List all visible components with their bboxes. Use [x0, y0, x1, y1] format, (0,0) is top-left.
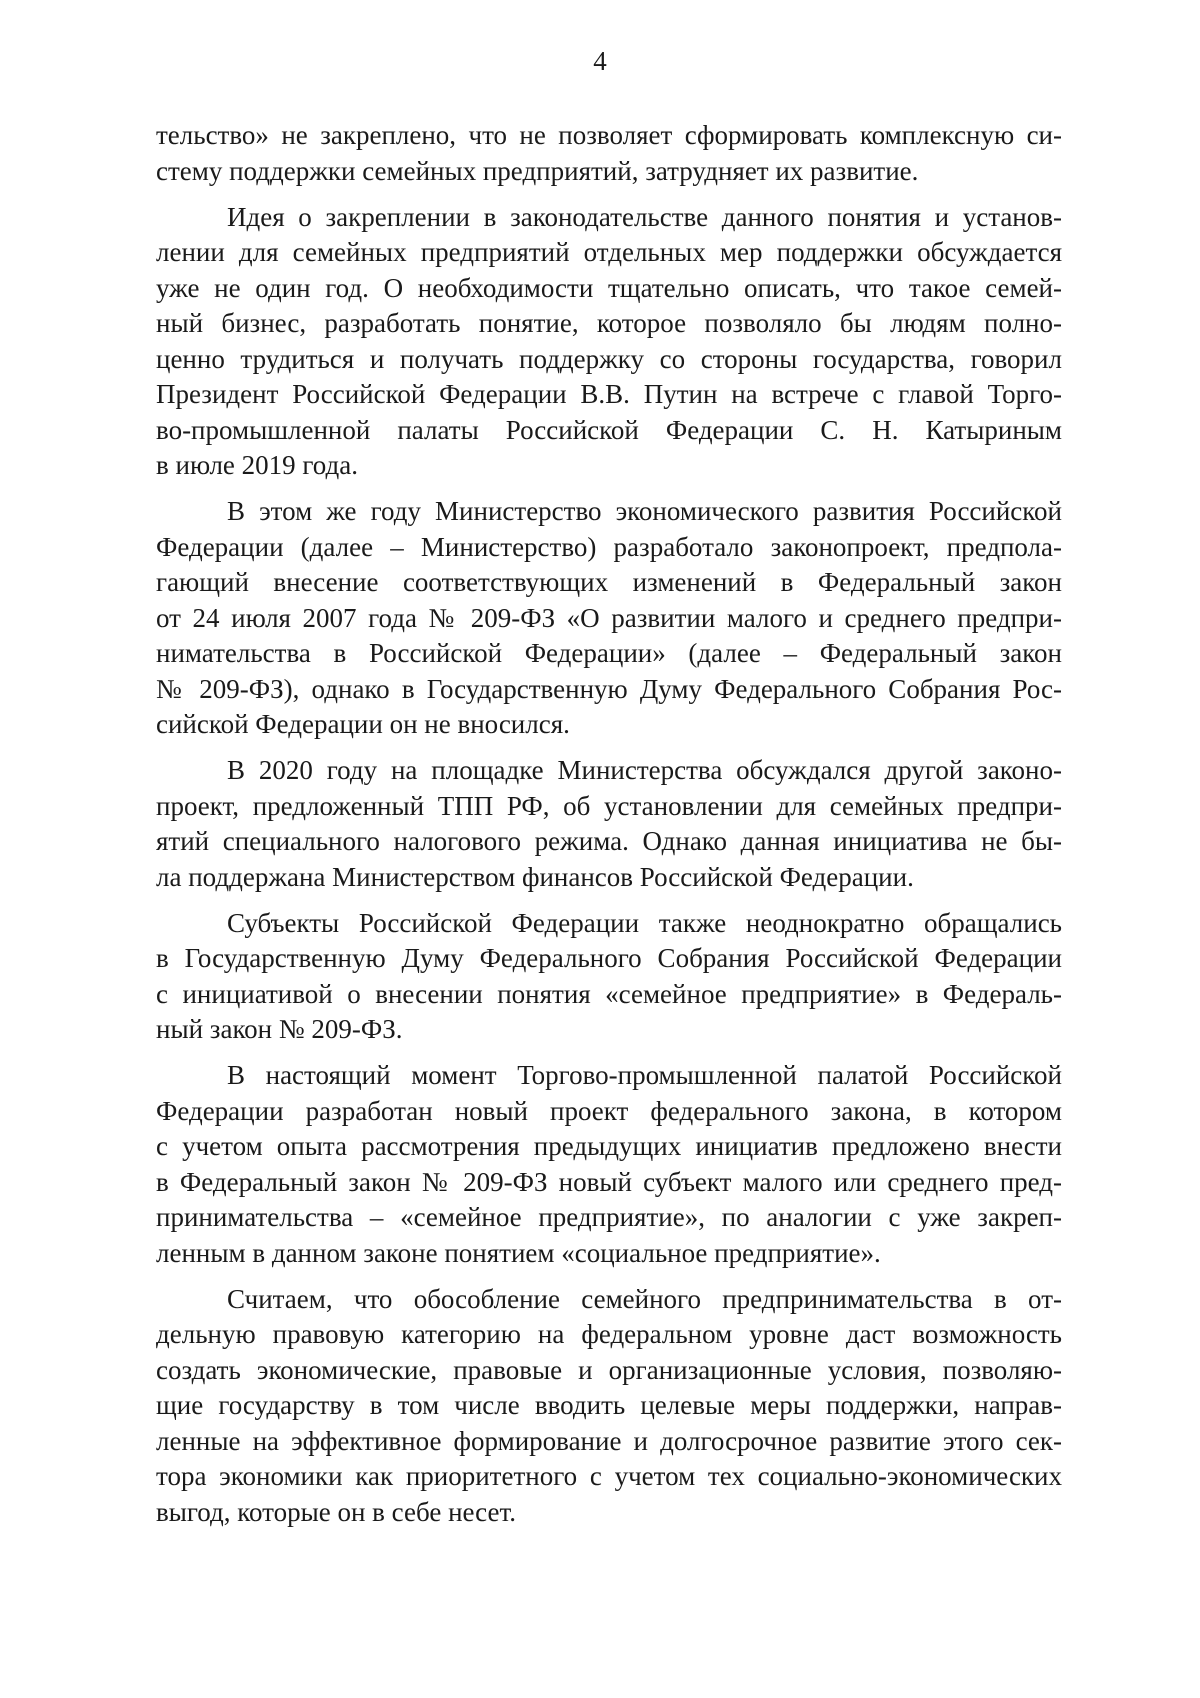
text-line: от 24 июля 2007 года № 209-ФЗ «О развитии малого и среднего предпри-: [156, 602, 1062, 633]
document-body: [156, 118, 1062, 1541]
text-line: Федерации (далее – Министерство) разработало законопроект, предпола-: [156, 531, 1062, 562]
text-line: В настоящий момент Торгово-промышленной палатой Российской: [227, 1060, 1062, 1090]
text-line: ленным в данном законе понятием «социальное предприятие».: [156, 1237, 881, 1268]
text-line: проект, предложенный ТПП РФ, об установлении для семейных предпри-: [156, 790, 1062, 821]
text-line: № 209-ФЗ), однако в Государственную Думу Федерального Собрания Рос-: [156, 673, 1062, 704]
text-line: во-промышленной палаты Российской Федерации С. Н. Катыриным: [156, 414, 1062, 445]
text-line: создать экономические, правовые и организационные условия, позволяю-: [156, 1354, 1062, 1385]
paragraph: [156, 906, 1062, 1048]
text-line: уже не один год. О необходимости тщательно описать, что такое семей-: [156, 272, 1062, 303]
text-line: ный закон № 209-ФЗ.: [156, 1014, 403, 1044]
text-line: Президент Российской Федерации В.В. Путин на встрече с главой Торго-: [156, 379, 1062, 409]
text-line: дельную правовую категорию на федеральном уровне даст возможность: [156, 1319, 1062, 1349]
text-line: с учетом опыта рассмотрения предыдущих инициатив предложено внести: [156, 1131, 1062, 1161]
paragraph: [156, 118, 1062, 189]
text-line: с инициативой о внесении понятия «семейное предприятие» в Федераль-: [156, 978, 1062, 1009]
text-line: В этом же году Министерство экономического развития Российской: [227, 496, 1062, 526]
text-line: Считаем, что обособление семейного предпринимательства в от-: [227, 1283, 1062, 1314]
text-line: стему поддержки семейных предприятий, затрудняет их развитие.: [156, 155, 919, 186]
text-line: принимательства – «семейное предприятие», по аналогии с уже закреп-: [156, 1202, 1062, 1232]
text-line: ла поддержана Министерством финансов Российской Федерации.: [156, 861, 914, 892]
paragraph: [156, 753, 1062, 895]
paragraph: [156, 200, 1062, 484]
text-line: в июле 2019 года.: [156, 450, 358, 480]
text-line: ленные на эффективное формирование и долгосрочное развитие этого сек-: [156, 1425, 1062, 1456]
paragraph: [156, 1058, 1062, 1271]
text-line: ный бизнес, разработать понятие, которое позволяло бы людям полно-: [156, 308, 1062, 338]
text-line: Федерации разработан новый проект федерального закона, в котором: [156, 1095, 1062, 1126]
text-line: в Федеральный закон № 209-ФЗ новый субъект малого или среднего пред-: [156, 1166, 1062, 1197]
paragraph: [156, 494, 1062, 743]
text-line: тора экономики как приоритетного с учетом тех социально-экономических: [156, 1461, 1062, 1491]
text-line: ценно трудиться и получать поддержку со стороны государства, говорил: [156, 343, 1062, 374]
text-line: Идея о закреплении в законодательстве данного понятия и установ-: [227, 201, 1062, 232]
text-line: В 2020 году на площадке Министерства обсуждался другой законо-: [227, 755, 1062, 785]
text-line: Субъекты Российской Федерации также неоднократно обращались: [227, 907, 1062, 938]
page-number: 4: [593, 46, 607, 76]
text-line: тельство» не закреплено, что не позволяет сформировать комплексную си-: [156, 120, 1062, 150]
text-line: щие государству в том числе вводить целевые меры поддержки, направ-: [156, 1390, 1062, 1420]
text-line: нимательства в Российской Федерации» (далее – Федеральный закон: [156, 638, 1062, 668]
text-line: ятий специального налогового режима. Однако данная инициатива не бы-: [156, 826, 1062, 856]
text-line: сийской Федерации он не вносился.: [156, 709, 570, 739]
text-line: лении для семейных предприятий отдельных мер поддержки обсуждается: [156, 237, 1062, 267]
text-line: в Государственную Думу Федерального Собрания Российской Федерации: [156, 943, 1062, 973]
text-line: гающий внесение соответствующих изменений в Федеральный закон: [156, 567, 1062, 597]
text-line: выгод, которые он в себе несет.: [156, 1496, 516, 1527]
paragraph: [156, 1282, 1062, 1531]
